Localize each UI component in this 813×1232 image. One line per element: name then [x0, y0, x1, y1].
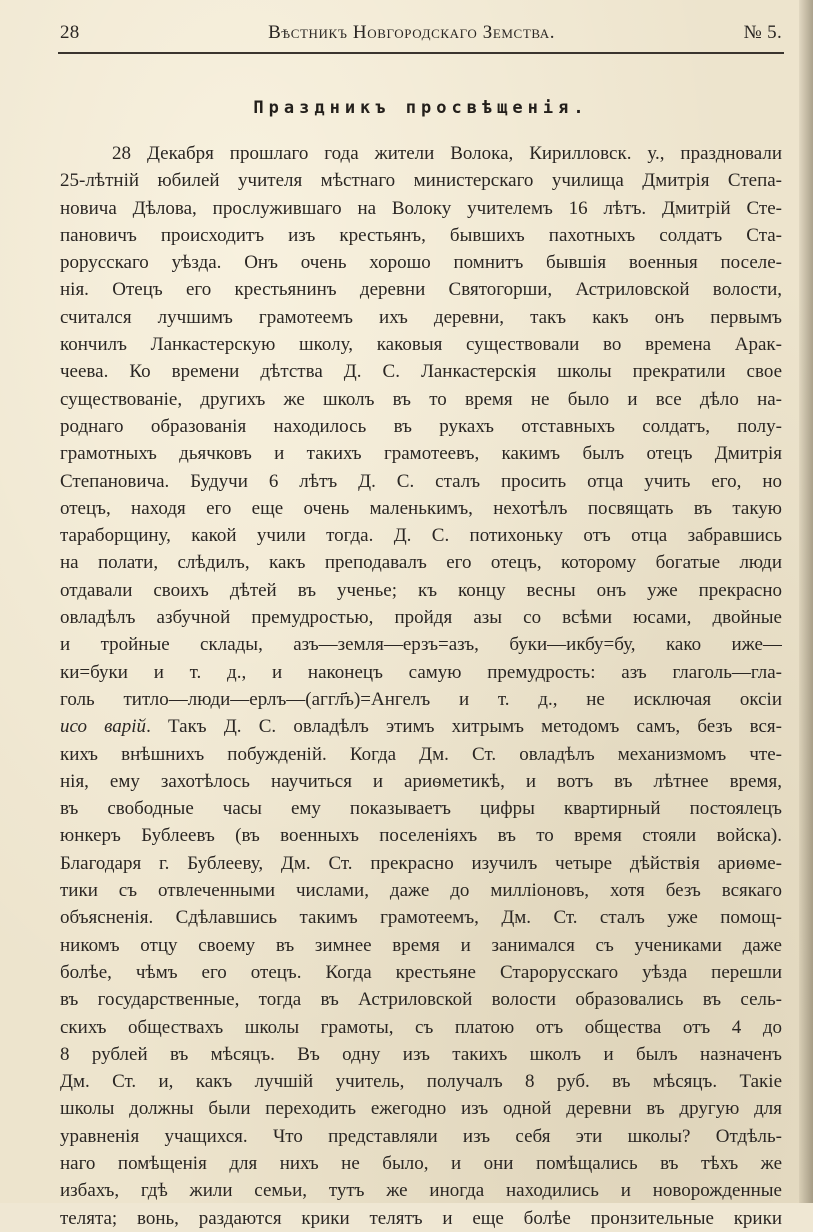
text-line: Дм. Ст. и, какъ лучшій учитель, получалъ 8 руб. въ мѣсяцъ. Такіе — [60, 1071, 782, 1093]
text-line: въ свободные часы ему показываетъ цифры квартирный постоялецъ — [60, 798, 782, 820]
text-line: Степановича. Будучи 6 лѣтъ Д. С. сталъ просить отца учить его, но — [60, 470, 782, 492]
text-line: нія, ему захотѣлось научиться и ариѳметикѣ, и вотъ въ лѣтнее время, — [60, 770, 782, 792]
text-line: овладѣлъ азбучной премудростью, пройдя азы со всѣми юсами, двойные — [60, 607, 782, 629]
text-line: на полати, слѣдилъ, какъ преподавалъ его отецъ, которому богатые люди — [60, 552, 782, 574]
article-body — [60, 140, 782, 1232]
text-line: въ государственные, тогда въ Астриловской волости образовались въ сель- — [60, 989, 782, 1011]
header-rule — [58, 52, 784, 54]
page-number: 28 — [60, 22, 80, 43]
text-line: скихъ обществахъ школы грамоты, съ платою отъ общества отъ 4 до — [60, 1016, 782, 1038]
article-title: Праздникъ просвѣщенія. — [253, 98, 589, 118]
text-line: болѣе, чѣмъ его отецъ. Когда крестьяне Старорусскаго уѣзда перешли — [60, 961, 782, 983]
text-line: школы должны были переходить ежегодно изъ одной деревни въ другую для — [60, 1098, 782, 1120]
text-line: отдавали своихъ дѣтей въ ученье; къ концу весны онъ уже прекрасно — [60, 579, 782, 601]
text-line: нія. Отецъ его крестьянинъ деревни Святогорши, Астриловской волости, — [60, 279, 782, 301]
text-line: 25-лѣтній юбилей учителя мѣстнаго министерскаго училища Дмитрія Степа- — [60, 170, 782, 192]
text-line: грамотныхъ дьячковъ и такихъ грамотеевъ, какимъ былъ отецъ Дмитрія — [60, 443, 782, 465]
text-line: 8 рублей въ мѣсяцъ. Въ одну изъ такихъ школъ и былъ назначенъ — [60, 1043, 782, 1065]
text-line: отецъ, находя его еще очень маленькимъ, нехотѣлъ посвящать въ такую — [60, 497, 782, 519]
text-line: тараборщину, какой учили тогда. Д. С. потихоньку отъ отца забравшись — [60, 525, 782, 547]
journal-title: Вѣстникъ Новгородскаго Земства. — [268, 22, 556, 43]
text-line: 28 Декабря прошлаго года жители Волока, Кирилловск. у., праздновали — [112, 143, 782, 164]
text-line: уравненія учащихся. Что представляли изъ себя эти школы? Отдѣль- — [60, 1125, 782, 1147]
text-line: пановичъ происходитъ изъ крестьянъ, бывшихъ пахотныхъ солдатъ Ста- — [60, 224, 782, 246]
text-line: роднаго образованія находилось въ рукахъ отставныхъ солдатъ, полу- — [60, 415, 782, 437]
text-line: объясненія. Сдѣлавшись такимъ грамотеемъ, Дм. Ст. сталъ уже помощ- — [60, 907, 782, 929]
text-line: ки=буки и т. д., и наконецъ самую премудрость: азъ глаголь—гла- — [60, 661, 782, 683]
text-line: кончилъ Ланкастерскую школу, каковыя существовали во времена Арак- — [60, 334, 782, 356]
text-line: Благодаря г. Бублееву, Дм. Ст. прекрасно изучилъ четыре дѣйствія ариѳме- — [60, 852, 782, 874]
text-line: считался лучшимъ грамотеемъ ихъ деревни, такъ какъ онъ первымъ — [60, 306, 782, 328]
issue-number: № 5. — [743, 22, 782, 43]
text-line: голь титло—люди—ерлъ—(аггл҃ъ)=Ангелъ и т. д., не исключая оксіи — [60, 688, 782, 710]
text-line: избахъ, гдѣ жили семьи, тутъ же иногда находились и новорожденные — [60, 1180, 782, 1202]
text-line: кихъ внѣшнихъ побужденій. Когда Дм. Ст. овладѣлъ механизмомъ чте- — [60, 743, 782, 765]
text-line: исо варій. Такъ Д. С. овладѣлъ этимъ хитрымъ методомъ самъ, безъ вся- — [60, 716, 782, 738]
italic-phrase: исо варій — [60, 716, 147, 738]
text-line: никомъ отцу своему въ зимнее время и занимался съ учениками даже — [60, 934, 782, 956]
text-line: юнкеръ Бублеевъ (въ военныхъ поселеніяхъ въ то время стояли войска). — [60, 825, 782, 847]
text-line: наго помѣщенія для нихъ не было, и они помѣщались въ тѣхъ же — [60, 1152, 782, 1174]
text-line: чеева. Ко времени дѣтства Д. С. Ланкастерскія школы прекратили свое — [60, 361, 782, 383]
text-line: новича Дѣлова, прослужившаго на Волоку учителемъ 16 лѣтъ. Дмитрій Сте- — [60, 197, 782, 219]
running-header — [60, 22, 782, 50]
text-line: рорусскаго уѣзда. Онъ очень хорошо помнитъ бывшія военныя поселе- — [60, 252, 782, 274]
page-edge-shadow — [799, 0, 813, 1203]
text-line: и тройные склады, азъ—земля—ерзъ=азъ, буки—икбу=бу, како иже— — [60, 634, 782, 656]
text-line: тики съ отвлеченными числами, даже до милліоновъ, хотя безъ всякаго — [60, 880, 782, 902]
text-line: существованіе, другихъ же школъ въ то время не было и все дѣло на- — [60, 388, 782, 410]
text-line: телята; вонь, раздаются крики телятъ и еще болѣе пронзительные крики — [60, 1207, 782, 1229]
